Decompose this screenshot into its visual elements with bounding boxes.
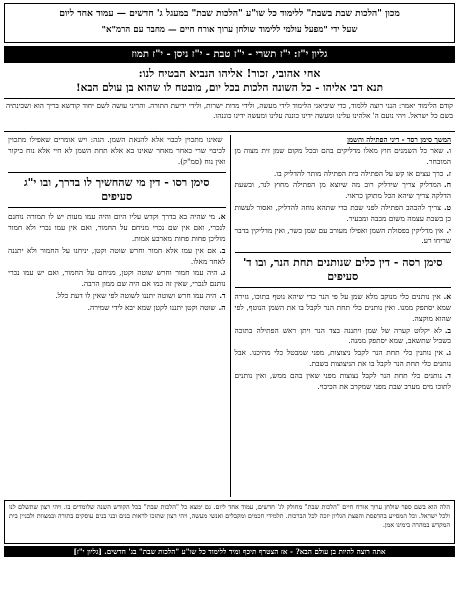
paragraph-text: צריך להבהב הפתילה לפני שבת כדי שתהא נוחה להדליק, ואסור לעשות כן בשבת עצמה משום מכבה ומבעיר. (234, 202, 451, 223)
paragraph-text: נותנים כלי תחת הנר לקבל נצוצות מפני שאין בהם ממש, ואין נותנים לתוכו מים מערב שבת מפני שמקרב את הכיבוי. (234, 370, 451, 391)
paragraph-text: אם אין עמו אלא חמור וחרש שוטה וקטן, יניחנו על החמור ולא יתננה לאחד מאלו. (8, 245, 226, 266)
footer-bar: אתה רוצה להיות בן עולם הבא? - אז הצטרף תיכף ומיד ללימוד כל שו"ע "הלכות שבת" בג' חדשים. [גליון י"ז] (4, 546, 455, 557)
header-title: מכון "הלכות שבת בשבת" ללימוד כל שו"ע "הלכות שבת" במעגל ג' חדשים — עמוד אחד ליום (59, 8, 400, 19)
columns (4, 135, 455, 497)
paragraph (235, 371, 452, 393)
issue-bar: גליון י"ז: י"ז תשרי - י"ז טבת - י"ז ניסן - י"ז תמוז (4, 46, 455, 63)
mottos (4, 66, 455, 96)
paragraph (235, 226, 452, 248)
paragraph-text: שוטה וקטן יתננו לקטן שמא יבא לידי שמירה. (87, 302, 216, 312)
right-column (230, 135, 456, 497)
paragraph-label: ט. (443, 202, 451, 212)
prayer-box: קודם הלימוד יאמר: הנני רוצה ללמוד, כדי שיביאני הלימוד לידי מעשה, ולידי מדות ישרות, ולידי ידיעת התורה. והריני עושה לשם יחוד קודשא בריך הוא ושכינתיה בשם כל ישראל. ויהי נועם ה' אלהינו עלינו ומעשה ידינו כוננה עלינו ומעשה ידינו כוננהו. (4, 98, 455, 132)
paragraph (8, 135, 226, 167)
paragraph-label: ד. (219, 290, 226, 300)
paragraph-text: כרך עצים או קש על הפתילה בית הפתילה מותר להדליק בו. (273, 168, 444, 178)
paragraph-label: א. (443, 292, 451, 302)
paragraph-label: ג. (220, 268, 226, 278)
paragraph-text: אין נותנים כלי מנוקב מלא שמן על פי הנר כדי שיהא נוטף בתוכו, גזירה שמא יסתפק ממנו. ואין נותנים כלי תחת הנר לקבל בו את השמן הנוטף, לפי שהוא מוקצה. (234, 292, 451, 323)
paragraph-label: א. (218, 212, 226, 222)
paragraph-label: ב. (219, 245, 226, 255)
paragraph-text: אין נותנין כלי תחת הנר לקבל ניצוצות, מפני שמבטל כלי מהיכנו. אבל נותנים כלי תחת הנר לקבל בו את הניצוצות בשבת. (234, 348, 451, 368)
paragraph (8, 303, 226, 314)
paragraph-label: ג. (445, 348, 451, 358)
paragraph-label: ה. (218, 302, 226, 312)
paragraph (8, 291, 226, 302)
paragraph-text: אין מדליקין בפסולת השמן ואפילו מעורב עם שמן כשר, ואין מדליקין בדבר שריחו רע. (234, 225, 451, 246)
paragraph-label: ד. (444, 370, 451, 380)
paragraph-text: שאר כל השמנים חוץ מאלו מדליקים בהם ובכל מקום שמן זית מצוה מן המובחר. (234, 146, 451, 166)
right-column-heading: המשך סימן רסד - דיני הפתילה והשמן (347, 135, 451, 144)
paragraph (235, 146, 452, 168)
motto-line-2: תנא דבי אליהו - כל השונה הלכות בכל יום, מובטח לו שהוא בן עולם הבא! (76, 82, 383, 94)
paragraph-label: ב. (444, 325, 451, 335)
paragraph-label: ח. (444, 180, 451, 190)
paragraph (235, 169, 452, 180)
siman-heading: סימן רסו - דין מי שהחשיך לו בדרך, ובו י"ג סעיפים (8, 172, 226, 208)
paragraph-label: ז. (446, 168, 451, 178)
header-subtitle: שעל ידי "מפעל עולמי ללימוד שולחן ערוך אורח חיים — מחבר עם הרמ"א" (101, 25, 358, 35)
paragraph-text: המדליק צריך שידליק רוב מה שיוצא מן הפתילה מחוץ לנר, ובשעת הדלקה צריך שיהא הכל מתוקן כראוי. (234, 180, 451, 201)
siman-heading: סימן רסה - דין כלים שנותנים תחת הנר, ובו ד' סעיפים (235, 252, 452, 288)
paragraph-text: לא יקלוט קערה של שמן ויתננה בצד הנר ויתן ראש הפתילה בתוכה בשביל שתשאב, שמא יסתפק ממנה. (234, 325, 451, 346)
paragraph (235, 292, 452, 324)
paragraph-label: ו. (446, 146, 451, 155)
motto-line-1: אחי אהובי, זכור! אליהו הנביא הבטיח לנו: (138, 67, 321, 80)
paragraph (8, 246, 226, 268)
paragraph (235, 203, 452, 225)
paragraph-label: י. (446, 225, 451, 235)
paragraph-text: מי שהיה בא בדרך וקדש עליו היום והיה עמו מעות יש לו תמורה נוחנם לנכרי, ואם אין שם נכרי מניחם על החמור, ואם אין עמו נכרי ולא חמור מוליכן פחות פחות מארבע אמות. (8, 212, 226, 243)
paragraph (8, 268, 226, 290)
paragraph (235, 326, 452, 348)
left-column (4, 135, 230, 497)
paragraph-text: היה עמו חרש ושוטה יתננו לשוטה לפי שאין לו דעת כלל. (55, 290, 217, 300)
paragraph-text: היה עמו חמור וחרש שוטה וקטן, מניחם על החמור, ואם יש עמו נכרי נותנם לנכרי, שאין זה כמו אם היה שם ממון הרבה. (8, 268, 226, 289)
paragraph (235, 348, 452, 370)
paragraph (235, 180, 452, 202)
paragraph (8, 212, 226, 244)
footer-box: הלה הוא בשם ספר שולחן ערוך אורח חיים "הלכות שבת" מחולק לג' חדשים, עמוד אחד ליום. גם ימצא כל "הלכות שבת" בכל הקודש השנה שלומדים בו. ויהי רצון שתשלם לנו ולכל ישראל. וכל המסייע בהדפסת והפצת הגליון יזכה לכל הברכות. תלמידי חכמים ומקבלים ואנשי מעשה, ויהי רצון שתזכו לראות בנים ובני בנים עוסקים בתורה ובמצוות ולבניין בית המקדש במהרה בימינו אמן. (4, 500, 455, 544)
header-box (4, 3, 455, 43)
paragraph-text: שאינו מתכוין לכבוי אלא להנאת השמן. הגה: ויש אומרים שאפילו מתכוין לכיבוי שרי כאחר מאחר שאינו בא אלא תחת השמן לא חיי אלא נוח ביקור ואין נוח (סמ"ק). (8, 135, 226, 166)
